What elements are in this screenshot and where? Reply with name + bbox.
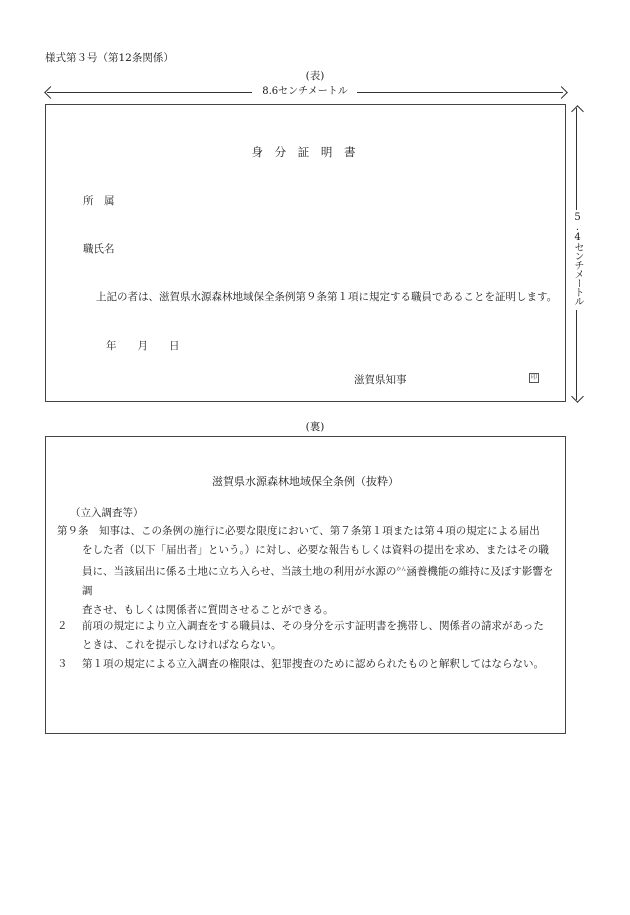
article-9-paragraph-3: ３ 第１項の規定による立入調査の権限は、犯罪捜査のために認められたものと解釈してはならない。 <box>57 658 544 670</box>
back-side-label: (裏) <box>305 421 325 433</box>
form-number-label: 様式第３号（第12条関係） <box>45 52 174 64</box>
arrow-up-icon <box>571 105 584 118</box>
width-label: 8.6センチメートル <box>262 86 348 97</box>
issuer-name: 滋賀県知事 <box>354 374 407 386</box>
article-9-text: 第９条 知事は、この条例の施行に必要な限度において、第７条第１項または第４項の規定による届出 をした者（以下「届出者」という。）に対し、必要な報告もしくは資料の提出を求め、またはその職 員に、当該届出に係る土地に立ち入らせ、当該土地の利用が水源の$^{かん}$涵養機能の維持に及ぼす影響を 調 査させ、もしくは関係者に質問させることができる。 <box>57 525 554 616</box>
height-label: 5.4センチメートル <box>572 212 583 305</box>
width-dimension <box>45 86 567 98</box>
article-caption: （立入調査等） <box>70 507 144 519</box>
article-9-paragraph-2: ２ 前項の規定により立入調査をする職員は、その身分を示す証明書を携帯し、関係者の請求があった ときは、これを提示しなければならない。 <box>57 620 544 651</box>
affiliation-label: 所 属 <box>83 195 115 207</box>
name-label: 職氏名 <box>83 243 115 255</box>
ordinance-title: 滋賀県水源森林地域保全条例（抜粋） <box>212 475 399 488</box>
arrow-down-icon <box>571 390 584 403</box>
seal-icon: 印 <box>530 374 537 381</box>
ruby-kanji: $^{かん}$涵 <box>396 565 417 578</box>
date-line: 年 月 日 <box>106 340 180 352</box>
certification-text: 上記の者は、滋賀県水源森林地域保全条例第９条第１項に規定する職員であることを証明します。 <box>96 291 558 303</box>
arrow-right-icon <box>555 86 568 99</box>
card-title: 身 分 証 明 書 <box>251 145 360 159</box>
height-dimension <box>569 106 585 402</box>
id-card-back <box>45 436 566 734</box>
id-card-front <box>45 104 566 402</box>
front-side-label: (表) <box>305 70 325 82</box>
